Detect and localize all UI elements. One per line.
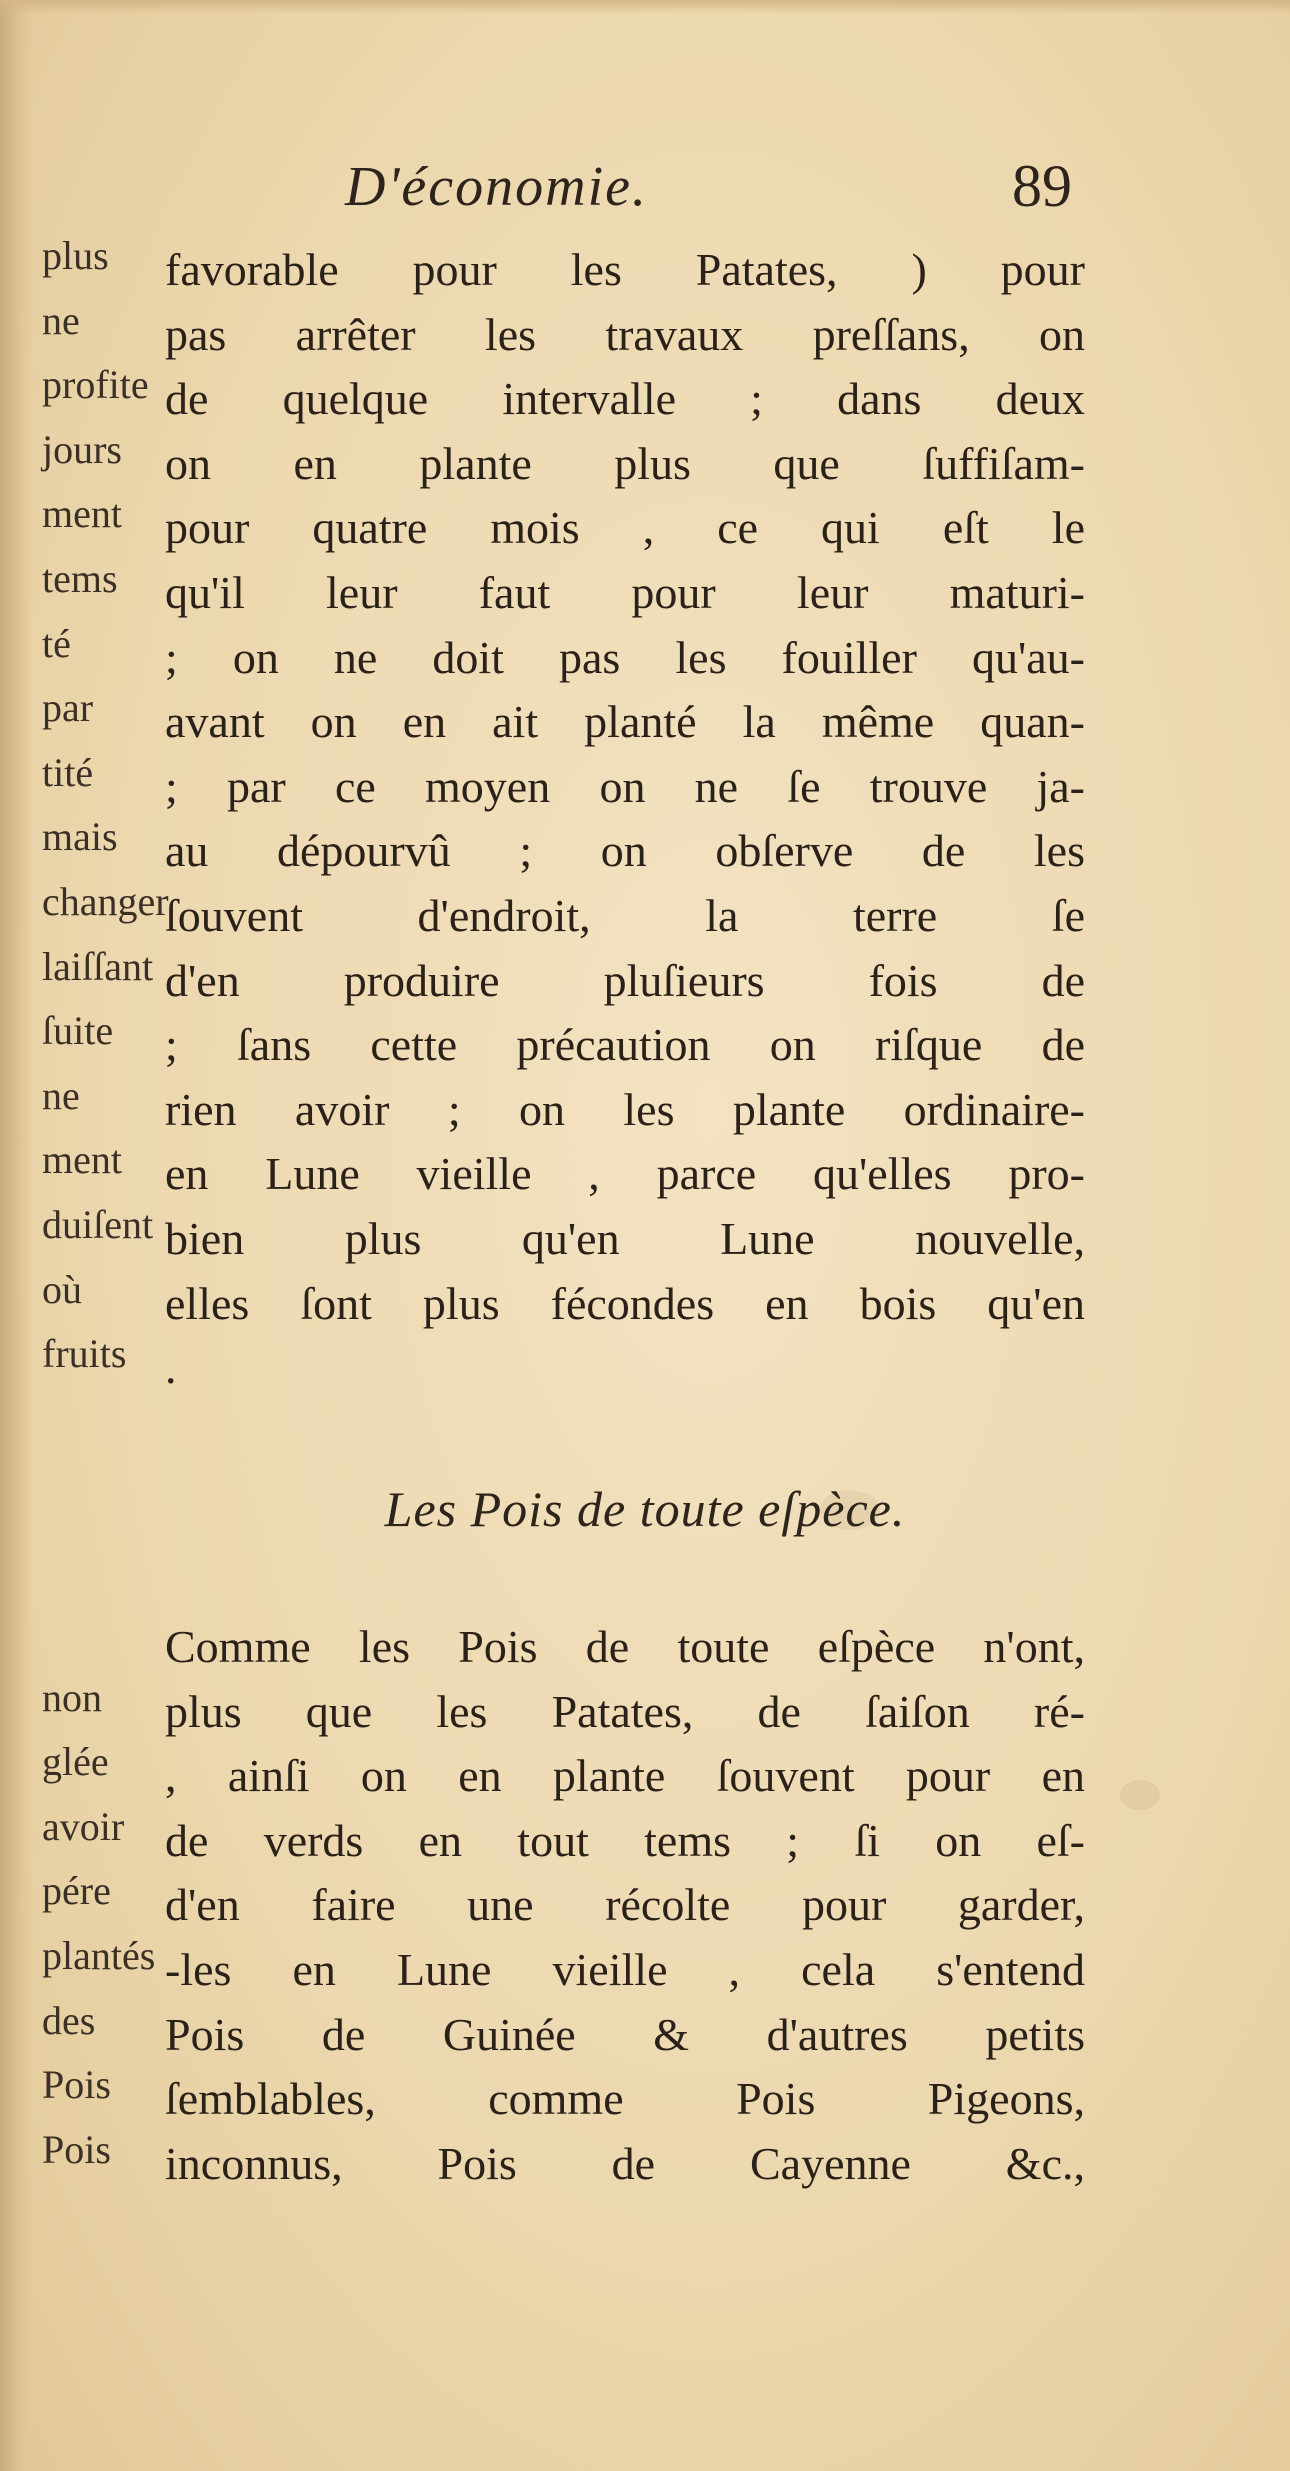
text-line: Pois de Guinée & d'autres petits	[165, 2008, 1085, 2060]
text-line: plus que les Patates, de ſaiſon ré-	[165, 1685, 1085, 1737]
text-line: ſouvent d'endroit, la terre ſe	[165, 889, 1085, 941]
text-line: -les en Lune vieille , cela s'entend	[165, 1943, 1085, 1995]
margin-fragment: des	[42, 1997, 96, 2043]
margin-fragment: changer	[42, 878, 169, 924]
margin-fragment: tité	[42, 749, 94, 795]
text-line: Comme les Pois de toute eſpèce n'ont,	[165, 1621, 1085, 1672]
margin-fragment: jours	[42, 426, 122, 472]
margin-fragment: ſuite	[42, 1008, 114, 1054]
text-line: bien plus qu'en Lune nouvelle,	[165, 1212, 1085, 1264]
page-number: 89	[1012, 153, 1072, 219]
text-line: ; ſans cette précaution on riſque de	[165, 1019, 1085, 1071]
margin-fragment: duiſent	[42, 1201, 154, 1247]
paragraph-patates	[165, 238, 1085, 1401]
margin-fragment: té	[42, 620, 71, 666]
margin-fragment: tems	[42, 555, 118, 601]
margin-fragment: fruits	[42, 1331, 127, 1377]
text-line: , ainſi on en plante ſouvent pour en	[165, 1750, 1085, 1802]
margin-fragment: Pois	[42, 2126, 111, 2172]
text-line: rien avoir ; on les plante ordinaire-	[165, 1083, 1085, 1135]
margin-fragment: ne	[42, 297, 80, 343]
margin-column-1	[42, 233, 169, 1401]
margin-fragment: glée	[42, 1739, 109, 1785]
text-line: .	[165, 1342, 177, 1394]
margin-fragment: par	[42, 685, 94, 731]
text-line: ſemblables, comme Pois Pigeons,	[165, 2073, 1085, 2125]
margin-fragment: non	[42, 1674, 102, 1720]
margin-fragment: laiſſant	[42, 943, 154, 989]
text-line: ; on ne doit pas les fouiller qu'au-	[165, 631, 1085, 683]
margin-fragment: où	[42, 1266, 82, 1312]
gutter-shadow	[0, 0, 34, 2471]
text-line: avant on en ait planté la même quan-	[165, 696, 1085, 748]
margin-column-2	[42, 1615, 162, 2196]
running-head: D'économie.	[345, 156, 648, 218]
margin-fragment: ment	[42, 1137, 122, 1183]
text-line: d'en faire une récolte pour garder,	[165, 1879, 1085, 1931]
page-top-edge	[0, 0, 1290, 14]
text-line: favorable pour les Patates, ) pour	[165, 244, 1085, 295]
text-line: d'en produire pluſieurs fois de	[165, 954, 1085, 1006]
paragraph-pois	[165, 1615, 1085, 2196]
text-line: de quelque intervalle ; dans deux	[165, 373, 1085, 425]
text-line: on en plante plus que ſuffiſam-	[165, 437, 1085, 489]
text-line: ; par ce moyen on ne ſe trouve ja-	[165, 760, 1085, 812]
text-line: au dépourvû ; on obſerve de les	[165, 825, 1085, 877]
margin-fragment: plantés	[42, 1932, 156, 1978]
text-line: de verds en tout tems ; ſi on eſ-	[165, 1814, 1085, 1866]
margin-fragment: plus	[42, 233, 109, 278]
margin-fragment: pére	[42, 1868, 111, 1914]
text-line: qu'il leur faut pour leur maturi-	[165, 566, 1085, 618]
margin-fragment: profite	[42, 362, 149, 408]
margin-fragment: mais	[42, 814, 118, 860]
margin-fragment	[42, 1601, 162, 1666]
text-line: en Lune vieille , parce qu'elles pro-	[165, 1148, 1085, 1200]
margin-fragment: ment	[42, 491, 122, 537]
text-line: elles ſont plus fécondes en bois qu'en	[165, 1277, 1085, 1329]
margin-fragment: Pois	[42, 2062, 111, 2108]
margin-fragment: ne	[42, 1072, 80, 1118]
text-line: inconnus, Pois de Cayenne &c.,	[165, 2137, 1085, 2189]
text-line: pour quatre mois , ce qui eſt le	[165, 502, 1085, 554]
paper-stain	[1120, 1780, 1160, 1810]
margin-fragment: avoir	[42, 1803, 125, 1849]
section-heading: Les Pois de toute eſpèce.	[384, 1481, 906, 1537]
text-line: pas arrêter les travaux preſſans, on	[165, 308, 1085, 360]
